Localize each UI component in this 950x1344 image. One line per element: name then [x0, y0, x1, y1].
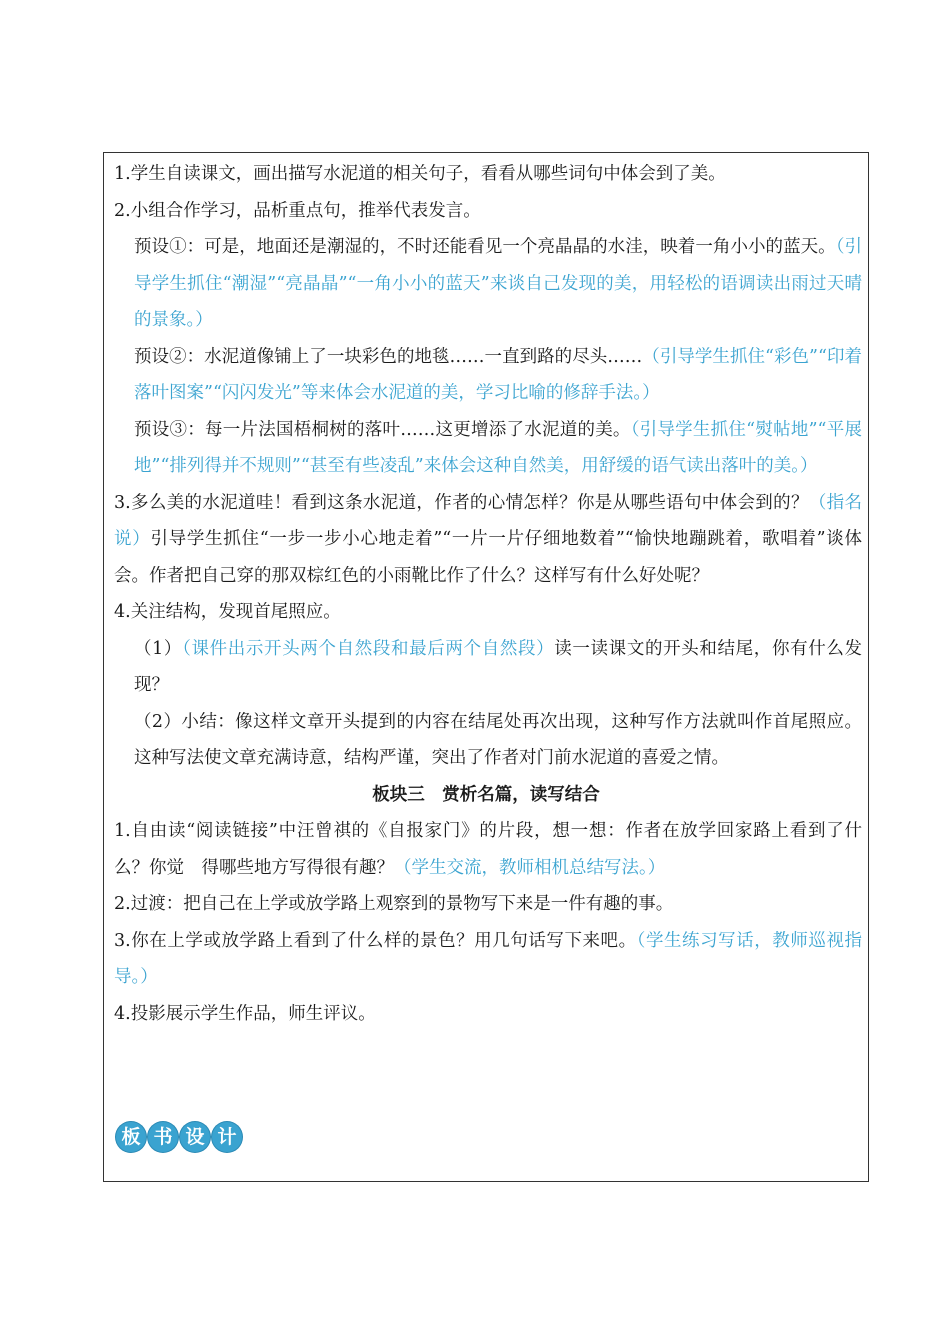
paragraph-text: 3.你在上学或放学路上看到了什么样的景色？用几句话写下来吧。 — [114, 930, 637, 951]
teaching-note: （课件出示开头两个自然段和最后两个自然段） — [182, 638, 555, 659]
lesson-paragraph — [110, 485, 862, 595]
lesson-paragraph — [110, 631, 862, 704]
paragraph-text: 读一读课文的开头和结尾，你有什么发现？ — [134, 638, 863, 695]
paragraph-text: 预设①：可是，地面还是潮湿的，不时还能看见一个亮晶晶的水洼，映着一角小小的蓝天。 — [134, 237, 836, 257]
paragraph-text: 预设③：每一片法国梧桐树的落叶……这更增添了水泥道的美。 — [134, 419, 631, 440]
teaching-note: （学生练习写话，教师巡视指导。） — [114, 930, 863, 987]
section-heading — [110, 777, 862, 814]
badge-character: 设 — [180, 1122, 210, 1152]
paragraph-text: 引导学生抓住“一步一步小心地走着”“一片一片仔细地数着”“愉快地蹦跳着，歌唱着”谈体会。作者把自己穿的那双棕红色的小雨靴比作了什么？这样写有什么好处呢？ — [114, 529, 862, 586]
lesson-paragraph — [110, 704, 862, 777]
lesson-paragraph — [110, 996, 862, 1033]
paragraph-text: 1.自由读“阅读链接”中汪曾祺的《自报家门》的片段，想一想：作者在放学回家路上看到了什么？你觉 得哪些地方写得很有趣？ — [114, 821, 862, 878]
paragraph-text: 2.小组合作学习，品析重点句，推举代表发言。 — [114, 200, 481, 221]
paragraph-text: 预设②：水泥道像铺上了一块彩色的地毯……一直到路的尽头…… — [134, 346, 643, 367]
teaching-note: （引导学生抓住“彩色”“印着落叶图案”“闪闪发光”等来体会水泥道的美，学习比喻的修辞手法。） — [134, 346, 863, 403]
lesson-paragraph — [110, 339, 862, 412]
paragraph-text: 3.多么美的水泥道哇！看到这条水泥道，作者的心情怎样？你是从哪些语句中体会到的？ — [114, 492, 809, 513]
lesson-paragraph — [110, 594, 862, 631]
lesson-paragraph — [110, 886, 862, 923]
teaching-note: （学生交流，教师相机总结写法。） — [394, 857, 666, 878]
lesson-paragraph — [110, 813, 862, 886]
badge-character: 板 — [116, 1122, 146, 1152]
paragraph-text: （2）小结：像这样文章开头提到的内容在结尾处再次出现，这种写作方法就叫作首尾照应。这种写法使文章充满诗意，结构严谨，突出了作者对门前水泥道的喜爱之情。 — [134, 711, 862, 768]
paragraph-text: 板块三 赏析名篇，读写结合 — [372, 784, 600, 805]
paragraph-text: 4.投影展示学生作品，师生评议。 — [114, 1003, 376, 1024]
lesson-paragraph — [110, 156, 862, 193]
lesson-paragraph — [110, 923, 862, 996]
badge-character: 计 — [212, 1122, 242, 1152]
teaching-note: （引导学生抓住“熨帖地”“平展地”“排列得并不规则”“甚至有些凌乱”来体会这种自然美，用舒缓的语气读出落叶的美。） — [134, 419, 862, 476]
teaching-note: （指名说） — [114, 492, 863, 549]
paragraph-text: （1） — [134, 638, 183, 659]
paragraph-text: 4.关注结构，发现首尾照应。 — [114, 602, 341, 622]
lesson-paragraph — [110, 412, 862, 485]
paragraph-text: 1.学生自读课文，画出描写水泥道的相关句子，看看从哪些词句中体会到了美。 — [114, 164, 726, 184]
lesson-paragraph — [110, 229, 862, 339]
lesson-paragraph — [110, 193, 862, 230]
teaching-note: （引导学生抓住“潮湿”“亮晶晶”“一角小小的蓝天”来谈自己发现的美，用轻松的语调读出雨过天晴的景象。） — [134, 237, 863, 330]
badge-character: 书 — [148, 1122, 178, 1152]
lesson-content — [110, 156, 862, 1032]
paragraph-text: 2.过渡：把自己在上学或放学路上观察到的景物写下来是一件有趣的事。 — [114, 894, 674, 914]
board-design-badge — [116, 1122, 242, 1152]
